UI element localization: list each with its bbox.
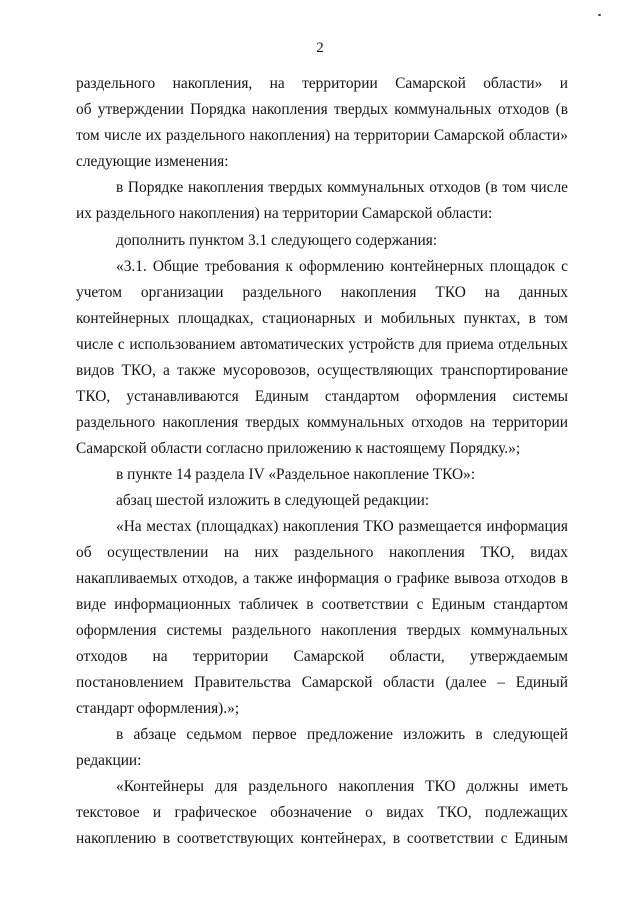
text-line: видов ТКО, а также мусоровозов, осуществляющих транспортирование	[76, 362, 568, 379]
text-line: контейнерных площадках, стационарных и мобильных пунктах, в том	[76, 310, 568, 327]
text-line: текстовое и графическое обозначение о видах ТКО, подлежащих	[76, 804, 568, 821]
text-line: в абзаце седьмом первое предложение изложить в следующей	[116, 726, 568, 743]
text-line: Самарской области согласно приложению к настоящему Порядку.»;	[76, 440, 521, 457]
text-line: числе с использованием автоматических устройств для приема отдельных	[76, 336, 568, 353]
text-line: следующие изменения:	[76, 153, 229, 170]
text-line: виде информационных табличек в соответствии с Единым стандартом	[76, 596, 568, 613]
page-number: 2	[316, 40, 324, 56]
text-line: оформления системы раздельного накопления твердых коммунальных	[76, 622, 568, 639]
text-line: учетом организации раздельного накопления ТКО на данных	[76, 284, 568, 301]
text-line: абзац шестой изложить в следующей редакции:	[116, 492, 430, 509]
text-line: в Порядке накопления твердых коммунальных отходов (в том числе	[116, 179, 568, 196]
text-line: в пункте 14 раздела IV «Раздельное накопление ТКО»:	[116, 466, 476, 483]
text-line: накапливаемых отходов, а также информация о графике вывоза отходов в	[76, 570, 568, 587]
text-line: об утверждении Порядка накопления твердых коммунальных отходов (в	[76, 101, 568, 118]
text-line: постановлением Правительства Самарской области (далее – Единый	[76, 674, 568, 691]
scan-speck	[598, 14, 601, 16]
text-line: накоплению в соответствующих контейнерах, в соответствии с Единым	[76, 830, 568, 847]
text-line: раздельного накопления, на территории Самарской области» и	[76, 75, 568, 92]
text-line: ТКО, устанавливаются Единым стандартом оформления системы	[76, 388, 568, 405]
text-line: стандарт оформления).»;	[76, 700, 240, 717]
text-line: их раздельного накопления) на территории Самарской области:	[76, 205, 493, 222]
text-line: «3.1. Общие требования к оформлению контейнерных площадок с	[116, 258, 568, 275]
text-line: «Контейнеры для раздельного накопления ТКО должны иметь	[116, 778, 568, 795]
text-line: отходов на территории Самарской области, утверждаемым	[76, 648, 568, 665]
text-line: «На местах (площадках) накопления ТКО размещается информация	[116, 518, 568, 535]
text-line: раздельного накопления твердых коммунальных отходов на территории	[76, 414, 568, 431]
text-line: том числе их раздельного накопления) на территории Самарской области»	[76, 127, 568, 144]
text-line: дополнить пунктом 3.1 следующего содержания:	[116, 232, 438, 249]
text-line: редакции:	[76, 752, 142, 769]
text-line: об осуществлении на них раздельного накопления ТКО, видах	[76, 544, 568, 561]
